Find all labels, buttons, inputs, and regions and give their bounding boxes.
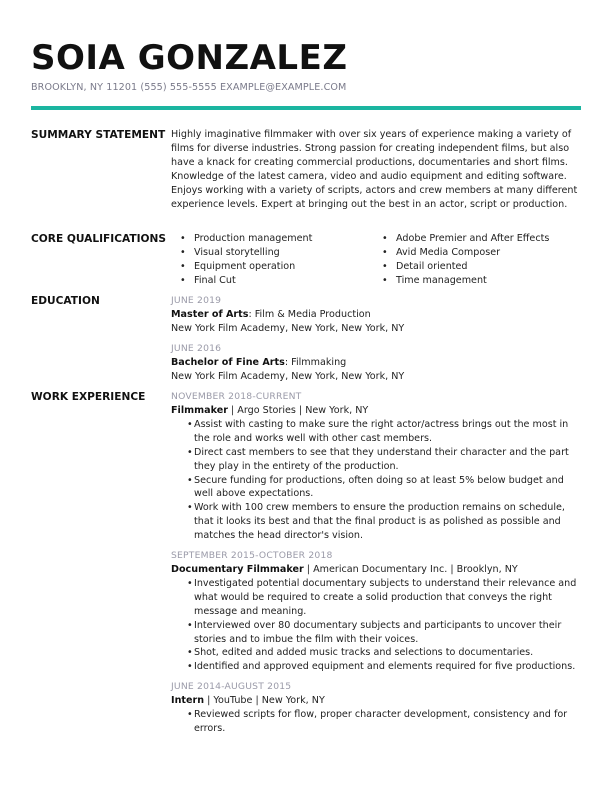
qualification-item: • Adobe Premier and After Effects [389,232,549,246]
job-date: JUNE 2014-AUGUST 2015 [171,681,292,693]
job-bullet: • Shot, edited and added music tracks and selections to documentaries. [194,646,581,660]
education-school: New York Film Academy, New York, New York, NY [171,322,405,334]
degree-name: Master of Arts [171,309,249,320]
job-bullets [171,577,581,674]
job-entry [171,680,581,736]
job-title-line [171,563,581,577]
job-role: Documentary Filmmaker [171,564,304,576]
header-divider [31,106,581,110]
qualification-item: • Equipment operation [187,260,312,274]
degree-field: : Filmmaking [284,356,347,368]
summary-heading: SUMMARY STATEMENT [31,129,166,141]
education-degree-line [171,356,581,370]
job-details: | American Documentary Inc. | Brooklyn, NY [303,564,518,576]
experience-heading: WORK EXPERIENCE [31,391,146,403]
qualification-item: • Time management [389,274,549,288]
job-details: | Argo Stories | New York, NY [227,405,369,416]
job-details: | YouTube | New York, NY [204,695,325,707]
candidate-name: SOIA GONZALEZ [31,38,348,78]
qualification-item: • Final Cut [187,274,312,288]
job-bullet: • Investigated potential documentary subjects to understand their relevance and what would be required to create a solid production that conveys the right message and meaning. [194,577,581,619]
job-bullet: • Interviewed over 80 documentary subjects and participants to uncover their stories and to imbue the film with their voices. [194,619,581,647]
job-date: NOVEMBER 2018-CURRENT [171,391,302,402]
job-role: Intern [171,695,205,707]
job-bullet: • Identified and approved equipment and elements required for five productions. [194,660,581,674]
job-bullets [171,418,581,543]
job-title-line [171,694,581,708]
education-entry [171,342,581,384]
job-bullet: • Work with 100 crew members to ensure the production remains on schedule, that it looks its best and that the final product is as polished as possible and matches the head director's vision. [194,501,581,543]
education-entry [171,294,581,336]
job-bullet: • Reviewed scripts for flow, proper character development, consistency and for errors. [194,708,581,736]
job-bullet: • Secure funding for productions, often doing so at least 5% below budget and well above expectations. [194,474,581,502]
job-entry [171,390,581,543]
education-school: New York Film Academy, New York, New York, NY [171,370,405,382]
degree-name: Bachelor of Fine Arts [171,356,285,368]
education-date: JUNE 2016 [171,342,222,354]
job-bullet: • Assist with casting to make sure the right actor/actress brings out the most in the role and works well with other cast members. [194,418,581,446]
job-bullets [171,708,581,736]
qualification-item: • Visual storytelling [187,246,312,260]
contact-info: BROOKLYN, NY 11201 (555) 555-5555 EXAMPLE@EXAMPLE.COM [31,82,347,93]
qualification-item: • Avid Media Composer [389,246,549,260]
job-entry [171,549,581,674]
degree-field: : Film & Media Production [248,309,371,320]
qualifications-list-left [187,232,312,288]
qualifications-list-right [389,232,549,288]
qualification-item: • Production management [187,232,312,246]
summary-text: Highly imaginative filmmaker with over six years of experience making a variety of films for diverse industries. Strong passion for creating independent films, but also have a knack for creating commercial productions, documentaries and short films. Knowledge of the latest camera, video and audio equipment and editing software. Enjoys working with a variety of scripts, actors and crew members at many different experience levels. Expert at bringing out the best in an actor, script or production. [171,129,578,210]
job-role: Filmmaker [171,405,228,416]
job-bullet: • Direct cast members to see that they understand their character and the part they play in the entirety of the production. [194,446,581,474]
job-title-line [171,404,581,418]
qualifications-heading: CORE QUALIFICATIONS [31,233,167,245]
qualification-item: • Detail oriented [389,260,549,274]
education-degree-line [171,308,581,322]
education-date: JUNE 2019 [171,295,222,306]
job-date: SEPTEMBER 2015-OCTOBER 2018 [171,550,333,562]
education-heading: EDUCATION [31,295,100,307]
